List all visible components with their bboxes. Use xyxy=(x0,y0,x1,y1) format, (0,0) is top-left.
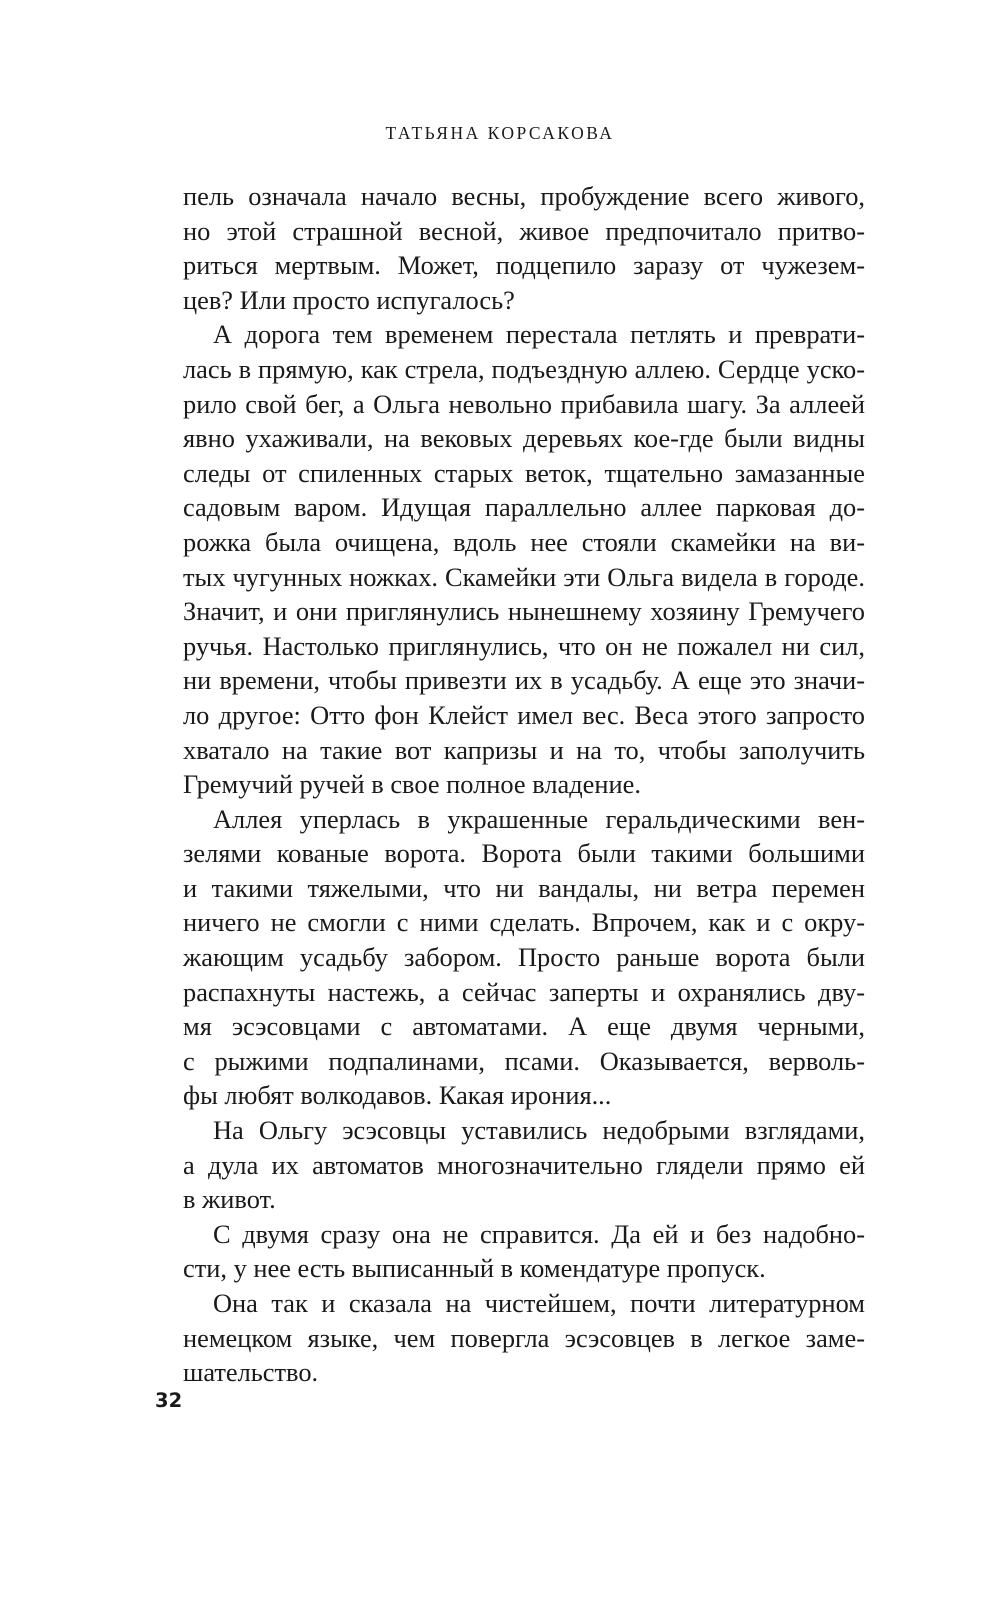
text-line: в живот. xyxy=(183,1184,276,1215)
text-line: садовым варом. Идущая параллельно аллее парковая до- xyxy=(183,492,865,523)
paragraph xyxy=(183,179,865,317)
text-line: немецком языке, чем повергла эсэсовцев в легкое заме- xyxy=(183,1322,865,1353)
text-line: С двумя сразу она не справится. Да ей и без надобно- xyxy=(213,1218,865,1249)
text-line: шательство. xyxy=(183,1357,319,1388)
text-line: мя эсэсовцами с автоматами. А еще двумя черными, xyxy=(183,1011,865,1042)
text-line: ло другое: Отто фон Клейст имел вес. Веса этого запросто xyxy=(183,699,865,730)
text-line: А дорога тем временем перестала петлять и преврати- xyxy=(213,319,865,350)
text-line: цев? Или просто испугалось? xyxy=(183,284,515,315)
text-line: Аллея уперлась в украшенные геральдическими вен- xyxy=(213,803,865,834)
text-line: распахнуты настежь, а сейчас заперты и охранялись дву- xyxy=(183,976,865,1007)
page-number: 32 xyxy=(155,1389,183,1412)
text-line: и такими тяжелыми, что ни вандалы, ни ветра перемен xyxy=(183,872,865,903)
text-line: но этой страшной весной, живое предпочитало притво- xyxy=(183,215,865,246)
paragraph xyxy=(183,802,865,1113)
text-line: Значит, и они приглянулись нынешнему хозяину Гремучего xyxy=(183,596,865,627)
text-line: явно ухаживали, на вековых деревьях кое-где были видны xyxy=(183,423,865,454)
text-line: хватало на такие вот капризы и на то, чтобы заполучить xyxy=(183,734,865,765)
text-line: ни времени, чтобы привезти их в усадьбу. А еще это значи- xyxy=(183,665,865,696)
paragraph xyxy=(183,1217,865,1286)
running-header-author: ТАТЬЯНА КОРСАКОВА xyxy=(385,123,615,143)
paragraph xyxy=(183,317,865,801)
text-line: На Ольгу эсэсовцы уставились недобрыми взглядами, xyxy=(213,1115,865,1146)
text-line: пель означала начало весны, пробуждение всего живого, xyxy=(183,181,865,211)
text-line: риться мертвым. Может, подцепило заразу от чужезем- xyxy=(183,250,865,281)
text-line: тых чугунных ножках. Скамейки эти Ольга видела в городе. xyxy=(183,561,865,592)
text-line: следы от спиленных старых веток, тщательно замазанные xyxy=(183,457,865,488)
text-line: сти, у нее есть выписанный в комендатуре пропуск. xyxy=(183,1253,766,1284)
body-text xyxy=(183,179,865,1390)
text-line: Гремучий ручей в свое полное владение. xyxy=(183,769,641,800)
text-line: зелями кованые ворота. Ворота были такими большими xyxy=(183,838,865,869)
text-line: лась в прямую, как стрела, подъездную аллею. Сердце уско- xyxy=(183,353,865,384)
paragraph xyxy=(183,1286,865,1390)
text-line: ничего не смогли с ними сделать. Впрочем, как и с окру- xyxy=(183,907,865,938)
text-line: рило свой бег, а Ольга невольно прибавила шагу. За аллеей xyxy=(183,388,865,419)
text-line: ручья. Настолько приглянулись, что он не пожалел ни сил, xyxy=(183,630,865,661)
text-line: с рыжими подпалинами, псами. Оказывается, верволь- xyxy=(183,1045,865,1076)
text-line: жающим усадьбу забором. Просто раньше ворота были xyxy=(183,942,865,973)
text-line: Она так и сказала на чистейшем, почти литературном xyxy=(213,1288,865,1318)
text-line: а дула их автоматов многозначительно глядели прямо ей xyxy=(183,1149,865,1180)
paragraph xyxy=(183,1113,865,1217)
text-line: фы любят волкодавов. Какая ирония... xyxy=(183,1080,612,1111)
text-line: рожка была очищена, вдоль нее стояли скамейки на ви- xyxy=(183,526,865,557)
